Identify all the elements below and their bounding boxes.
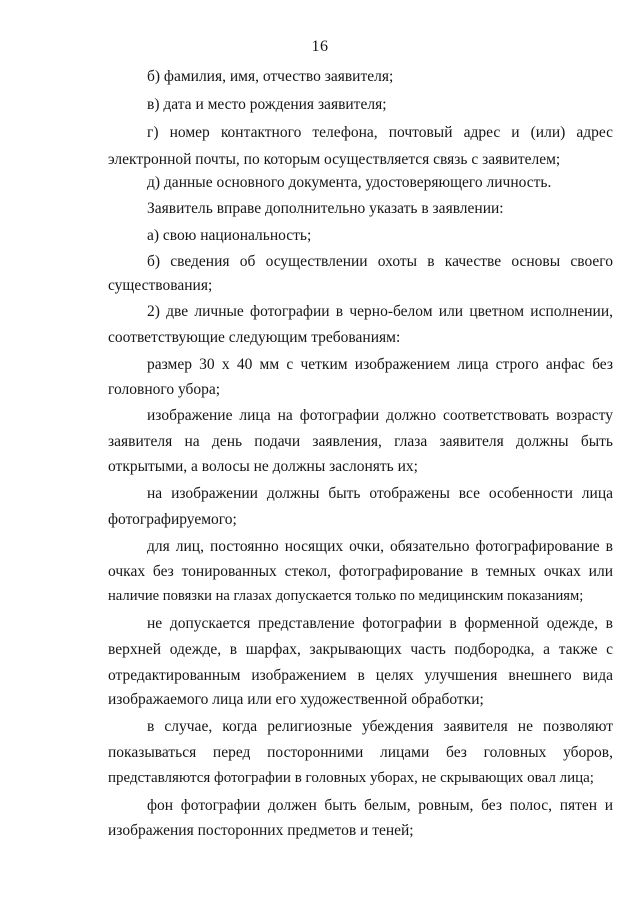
text-line: изображения посторонних предметов и теней; bbox=[108, 822, 414, 839]
text-line: г) номер контактного телефона, почтовый адрес и (или) адрес bbox=[147, 124, 613, 141]
text-line: изображаемого лица или его художественной обработки; bbox=[108, 691, 484, 708]
text-line: электронной почты, по которым осуществляется связь с заявителем; bbox=[108, 151, 561, 168]
text-line: представляются фотографии в головных уборах, не скрывающих овал лица; bbox=[108, 770, 594, 786]
text-line: в) дата и место рождения заявителя; bbox=[147, 96, 387, 113]
text-line: в случае, когда религиозные убеждения заявителя не позволяют bbox=[147, 718, 613, 735]
text-line: соответствующие следующим требованиям: bbox=[108, 329, 401, 346]
text-line: на изображении должны быть отображены все особенности лица bbox=[147, 485, 613, 502]
text-line: заявителя на день подачи заявления, глаза заявителя должны быть bbox=[108, 433, 613, 450]
text-line: отредактированным изображением в целях улучшения внешнего вида bbox=[108, 667, 613, 684]
text-line: открытыми, а волосы не должны заслонять их; bbox=[108, 458, 418, 475]
text-line: верхней одежде, в шарфах, закрывающих часть подбородка, а также с bbox=[108, 641, 613, 658]
text-line: размер 30 х 40 мм с четким изображением лица строго анфас без bbox=[147, 356, 613, 373]
text-line: б) сведения об осуществлении охоты в качестве основы своего bbox=[147, 253, 613, 270]
text-line: изображение лица на фотографии должно соответствовать возрасту bbox=[147, 407, 613, 424]
text-line: показываться перед посторонними лицами без головных уборов, bbox=[108, 744, 613, 761]
text-line: не допускается представление фотографии в форменной одежде, в bbox=[147, 615, 613, 632]
text-line: б) фамилия, имя, отчество заявителя; bbox=[147, 68, 394, 85]
text-line: фотографируемого; bbox=[108, 511, 237, 528]
text-line: наличие повязки на глазах допускается только по медицинским показаниям; bbox=[108, 588, 584, 604]
text-line: головного убора; bbox=[108, 381, 221, 398]
text-line: д) данные основного документа, удостоверяющего личность. bbox=[147, 174, 552, 191]
text-line: фон фотографии должен быть белым, ровным, без полос, пятен и bbox=[147, 797, 613, 814]
text-line: а) свою национальность; bbox=[147, 227, 312, 244]
text-line: для лиц, постоянно носящих очки, обязательно фотографирование в bbox=[147, 538, 613, 555]
page-number: 16 bbox=[311, 38, 329, 55]
text-line: 2) две личные фотографии в черно-белом или цветном исполнении, bbox=[147, 303, 613, 320]
text-line: очках без тонированных стекол, фотографирование в темных очках или bbox=[108, 563, 613, 580]
text-line: существования; bbox=[108, 277, 213, 294]
text-line: Заявитель вправе дополнительно указать в заявлении: bbox=[147, 200, 504, 217]
